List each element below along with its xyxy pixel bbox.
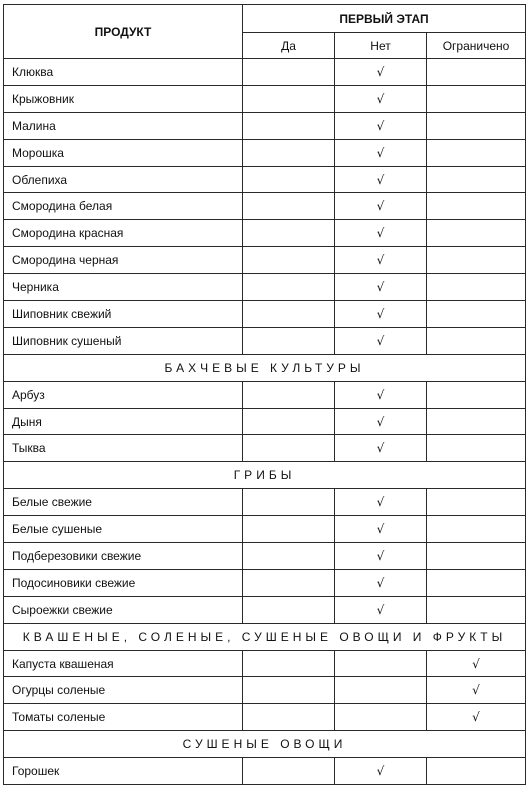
- no-cell: √: [335, 112, 427, 139]
- limited-cell: [427, 543, 526, 570]
- product-name-cell: Шиповник сушеный: [4, 327, 243, 354]
- product-name-cell: Крыжовник: [4, 85, 243, 112]
- section-row: [4, 731, 526, 758]
- limited-cell: √: [427, 704, 526, 731]
- yes-cell: [243, 677, 335, 704]
- product-name-cell: Дыня: [4, 408, 243, 435]
- yes-cell: [243, 166, 335, 193]
- limited-cell: [427, 247, 526, 274]
- product-table: [3, 4, 526, 785]
- no-cell: [335, 677, 427, 704]
- product-name-cell: Сыроежки свежие: [4, 596, 243, 623]
- table-row: [4, 112, 526, 139]
- no-cell: [335, 650, 427, 677]
- product-name-cell: Смородина черная: [4, 247, 243, 274]
- yes-cell: [243, 569, 335, 596]
- table-row: [4, 650, 526, 677]
- no-cell: √: [335, 220, 427, 247]
- no-cell: √: [335, 247, 427, 274]
- yes-cell: [243, 327, 335, 354]
- table-header: [4, 5, 526, 59]
- product-name-cell: Смородина белая: [4, 193, 243, 220]
- product-name-cell: Томаты соленые: [4, 704, 243, 731]
- section-title: ГРИБЫ: [4, 462, 526, 489]
- no-cell: √: [335, 543, 427, 570]
- product-name-cell: Огурцы соленые: [4, 677, 243, 704]
- table-body: [4, 59, 526, 785]
- no-cell: √: [335, 301, 427, 328]
- limited-cell: [427, 489, 526, 516]
- table-row: [4, 543, 526, 570]
- limited-cell: [427, 139, 526, 166]
- table-row: [4, 193, 526, 220]
- table-row: [4, 85, 526, 112]
- table-row: [4, 704, 526, 731]
- section-row: [4, 354, 526, 381]
- table-row: [4, 59, 526, 86]
- no-cell: √: [335, 758, 427, 785]
- table-row: [4, 301, 526, 328]
- product-name-cell: Белые сушеные: [4, 516, 243, 543]
- limited-cell: [427, 220, 526, 247]
- limited-cell: [427, 408, 526, 435]
- product-name-cell: Тыква: [4, 435, 243, 462]
- table-row: [4, 489, 526, 516]
- limited-cell: [427, 85, 526, 112]
- limited-cell: [427, 112, 526, 139]
- product-name-cell: Подосиновики свежие: [4, 569, 243, 596]
- yes-cell: [243, 274, 335, 301]
- no-cell: √: [335, 435, 427, 462]
- no-cell: √: [335, 516, 427, 543]
- yes-cell: [243, 85, 335, 112]
- table-row: [4, 274, 526, 301]
- no-cell: √: [335, 166, 427, 193]
- product-name-cell: Белые свежие: [4, 489, 243, 516]
- document-page: [3, 4, 526, 785]
- limited-cell: [427, 193, 526, 220]
- limited-cell: [427, 569, 526, 596]
- product-name-cell: Подберезовики свежие: [4, 543, 243, 570]
- yes-cell: [243, 408, 335, 435]
- limited-cell: [427, 758, 526, 785]
- limited-cell: [427, 327, 526, 354]
- no-cell: √: [335, 139, 427, 166]
- limited-cell: [427, 274, 526, 301]
- limited-cell: [427, 166, 526, 193]
- product-name-cell: Капуста квашеная: [4, 650, 243, 677]
- no-cell: √: [335, 596, 427, 623]
- product-name-cell: Малина: [4, 112, 243, 139]
- limited-cell: [427, 381, 526, 408]
- yes-cell: [243, 596, 335, 623]
- table-row: [4, 220, 526, 247]
- section-title: СУШЕНЫЕ ОВОЩИ: [4, 731, 526, 758]
- limited-cell: [427, 596, 526, 623]
- no-cell: √: [335, 408, 427, 435]
- section-row: [4, 462, 526, 489]
- no-cell: √: [335, 59, 427, 86]
- product-name-cell: Арбуз: [4, 381, 243, 408]
- product-column-header: ПРОДУКТ: [4, 5, 243, 59]
- yes-cell: [243, 758, 335, 785]
- limited-cell: √: [427, 677, 526, 704]
- table-row: [4, 516, 526, 543]
- table-row: [4, 677, 526, 704]
- limited-cell: √: [427, 650, 526, 677]
- table-row: [4, 247, 526, 274]
- no-cell: √: [335, 274, 427, 301]
- stage-column-header: ПЕРВЫЙ ЭТАП: [243, 5, 526, 33]
- table-row: [4, 381, 526, 408]
- product-name-cell: Горошек: [4, 758, 243, 785]
- yes-cell: [243, 435, 335, 462]
- yes-cell: [243, 516, 335, 543]
- product-name-cell: Шиповник свежий: [4, 301, 243, 328]
- section-title: БАХЧЕВЫЕ КУЛЬТУРЫ: [4, 354, 526, 381]
- no-cell: √: [335, 569, 427, 596]
- table-row: [4, 569, 526, 596]
- limited-cell: [427, 301, 526, 328]
- yes-cell: [243, 543, 335, 570]
- yes-cell: [243, 139, 335, 166]
- yes-cell: [243, 59, 335, 86]
- limited-column-header: Ограничено: [427, 33, 526, 59]
- table-row: [4, 435, 526, 462]
- limited-cell: [427, 435, 526, 462]
- no-cell: √: [335, 381, 427, 408]
- product-name-cell: Клюква: [4, 59, 243, 86]
- section-title: КВАШЕНЫЕ, СОЛЕНЫЕ, СУШЕНЫЕ ОВОЩИ И ФРУКТЫ: [4, 623, 526, 650]
- yes-cell: [243, 301, 335, 328]
- yes-cell: [243, 489, 335, 516]
- yes-cell: [243, 220, 335, 247]
- yes-cell: [243, 112, 335, 139]
- section-row: [4, 623, 526, 650]
- yes-cell: [243, 247, 335, 274]
- product-name-cell: Облепиха: [4, 166, 243, 193]
- yes-column-header: Да: [243, 33, 335, 59]
- no-cell: √: [335, 327, 427, 354]
- table-row: [4, 166, 526, 193]
- yes-cell: [243, 704, 335, 731]
- product-name-cell: Смородина красная: [4, 220, 243, 247]
- product-name-cell: Черника: [4, 274, 243, 301]
- table-row: [4, 139, 526, 166]
- yes-cell: [243, 381, 335, 408]
- product-name-cell: Морошка: [4, 139, 243, 166]
- table-row: [4, 596, 526, 623]
- table-row: [4, 327, 526, 354]
- no-cell: √: [335, 489, 427, 516]
- no-cell: √: [335, 193, 427, 220]
- no-cell: [335, 704, 427, 731]
- no-column-header: Нет: [335, 33, 427, 59]
- table-row: [4, 758, 526, 785]
- yes-cell: [243, 650, 335, 677]
- no-cell: √: [335, 85, 427, 112]
- table-row: [4, 408, 526, 435]
- limited-cell: [427, 59, 526, 86]
- limited-cell: [427, 516, 526, 543]
- yes-cell: [243, 193, 335, 220]
